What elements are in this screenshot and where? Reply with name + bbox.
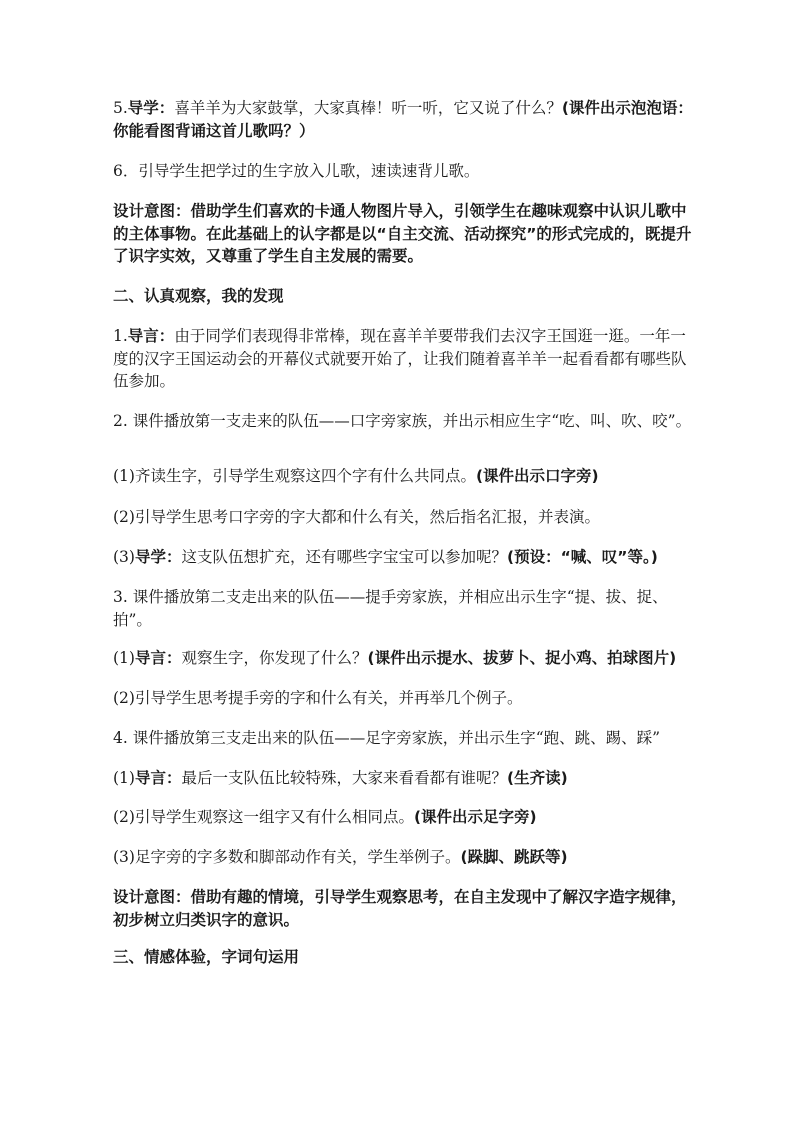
step-label: 导言： bbox=[134, 769, 182, 787]
step-number: 1. bbox=[113, 327, 128, 345]
paragraph-step-6: 6．引导学生把学过的生字放入儿歌，速读速背儿歌。 bbox=[113, 162, 480, 180]
step-label: 导学： bbox=[127, 99, 175, 117]
step-text: 喜羊羊为大家鼓掌，大家真棒！听一听，它又说了什么？ bbox=[174, 99, 562, 117]
step-number: (1) bbox=[113, 649, 135, 667]
paragraph-sub-2: (2)引导学生思考口字旁的字大都和什么有关，然后指名汇报，并表演。 bbox=[113, 508, 600, 526]
step-text: (2)引导学生观察这一组字又有什么相同点。 bbox=[113, 808, 414, 826]
paragraph-step-3: 3. 课件播放第二支走出来的队伍——提手旁家族，并相应出示生字“提、拔、捉、拍”。 bbox=[113, 588, 668, 629]
step-label: 导言： bbox=[134, 649, 182, 667]
reading-note: (生齐读) bbox=[507, 769, 568, 787]
paragraph-sub-2b: (2)引导学生思考提手旁的字和什么有关，并再举几个例子。 bbox=[113, 689, 523, 707]
paragraph-sub-1 bbox=[113, 465, 693, 488]
courseware-note: (课件出示足字旁) bbox=[413, 808, 537, 826]
paragraph-intro-1 bbox=[113, 325, 693, 393]
paragraph-sub-1b bbox=[113, 647, 693, 670]
courseware-note: (课件出示泡泡语：你能看图背诵这首儿歌吗？） bbox=[113, 99, 693, 140]
paragraph-sub-3 bbox=[113, 546, 693, 569]
courseware-note: (课件出示提水、拔萝卜、捉小鸡、拍球图片) bbox=[367, 649, 677, 667]
design-intent-2: 设计意图：借助有趣的情境，引导学生观察思考，在自主发现中了解汉字造字规律，初步树立归类识字的意识。 bbox=[113, 888, 687, 929]
step-text: 观察生字，你发现了什么？ bbox=[181, 649, 368, 667]
step-label: 导学： bbox=[134, 548, 182, 566]
courseware-note: (课件出示口字旁) bbox=[475, 467, 599, 485]
paragraph-sub-3c bbox=[113, 846, 693, 869]
design-intent-1: 设计意图：借助学生们喜欢的卡通人物图片导入，引领学生在趣味观察中认识儿歌中的主体事物。在此基础上的认字都是以“自主交流、活动探究”的形式完成的，既提升了识字实效，又尊重了学生自主发展的需要。 bbox=[113, 202, 692, 265]
step-number: (1) bbox=[113, 769, 135, 787]
step-number: (3) bbox=[113, 548, 135, 566]
section-heading-2: 二、认真观察，我的发现 bbox=[113, 287, 284, 305]
paragraph-step-2: 2. 课件播放第一支走来的队伍——口字旁家族，并出示相应生字“吃、叫、吹、咬”。 bbox=[113, 412, 692, 430]
step-text: 这支队伍想扩充，还有哪些字宝宝可以参加呢？ bbox=[181, 548, 507, 566]
paragraph-step-5 bbox=[113, 97, 693, 142]
step-text: (3)足字旁的字多数和脚部动作有关，学生举例子。 bbox=[113, 848, 461, 866]
paragraph-sub-2c bbox=[113, 806, 693, 829]
step-text: 最后一支队伍比较特殊，大家来看看都有谁呢？ bbox=[181, 769, 507, 787]
paragraph-sub-1c bbox=[113, 767, 693, 790]
example-note: (跺脚、跳跃等) bbox=[460, 848, 568, 866]
step-number: 5. bbox=[113, 99, 128, 117]
paragraph-step-4: 4. 课件播放第三支走出来的队伍——足字旁家族，并出示生字“跑、跳、踢、踩” bbox=[113, 729, 661, 747]
step-text: (1)齐读生字，引导学生观察这四个字有什么共同点。 bbox=[113, 467, 476, 485]
step-text: 由于同学们表现得非常棒，现在喜羊羊要带我们去汉字王国逛一逛。一年一度的汉字王国运动会的开幕仪式就要开始了，让我们随着喜羊羊一起看看都有哪些队伍参加。 bbox=[113, 327, 687, 390]
step-label: 导言： bbox=[127, 327, 175, 345]
section-heading-3: 三、情感体验，字词句运用 bbox=[113, 948, 300, 966]
preset-note: (预设：“喊、叹”等。) bbox=[507, 548, 658, 566]
